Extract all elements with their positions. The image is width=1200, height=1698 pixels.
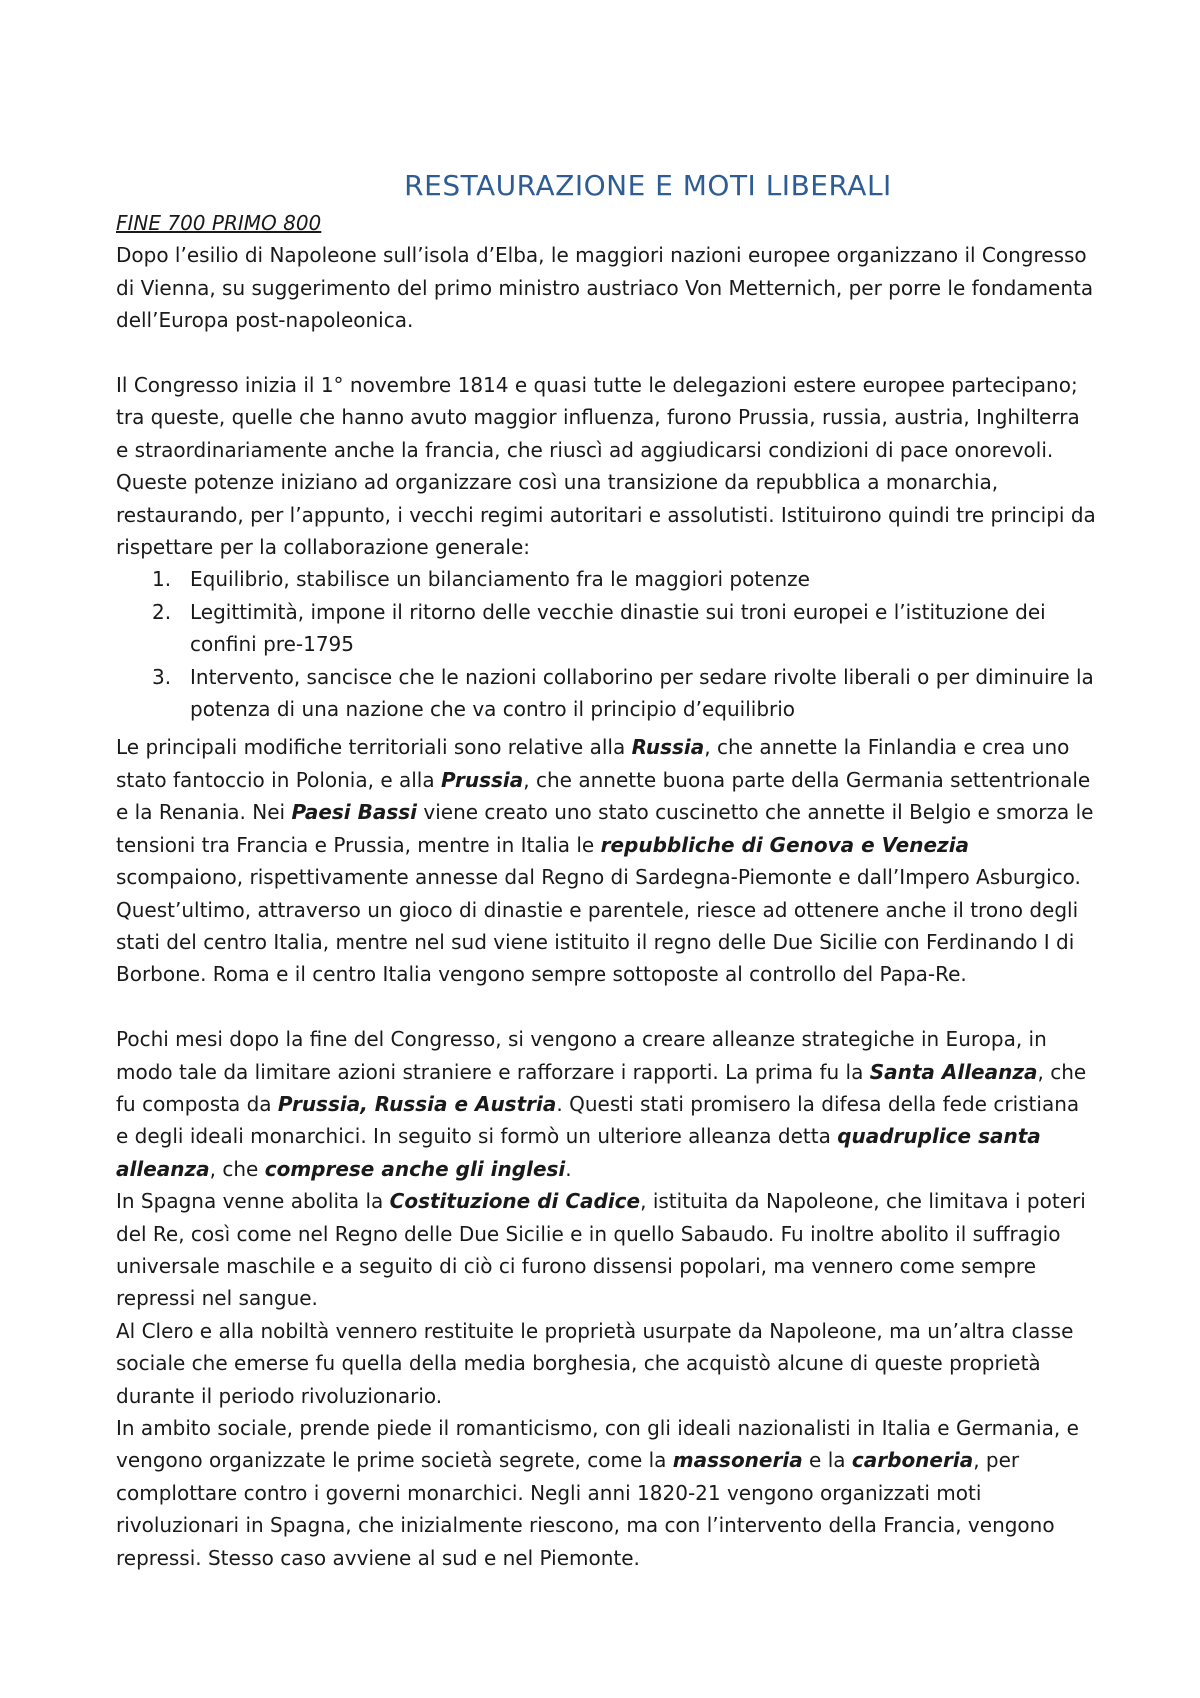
territorial-changes-paragraph	[116, 731, 1096, 990]
text-run: .	[565, 1156, 572, 1181]
congress-paragraph: Il Congresso inizia il 1° novembre 1814 e quasi tutte le delegazioni estere europee partecipano; tra queste, quelle che hanno avuto maggior influenza, furono Prussia, russia, austria, Inghilterra e straordinariamente anche la francia, che riuscì ad aggiudicarsi condizioni di pace onorevoli. Queste potenze iniziano ad organizzare così una transizione da repubblica a monarchia, restaurando, per l’appunto, i vecchi regimi autoritari e assolutisti. Istituirono quindi tre principi da rispettare per la collaborazione generale:	[116, 373, 1096, 560]
text-run: viene creato uno stato cuscinetto che annette il Belgio e smorza le tensioni tra Francia e Prussia, mentre in Italia le	[116, 800, 1094, 857]
text-run: , che annette buona parte della Germania settentrionale e la Renania. Nei	[116, 767, 1091, 825]
list-item-text: Legittimità, impone il ritorno delle vecchie dinastie sui troni europei e l’istituzione dei confini pre-1795	[190, 599, 1046, 657]
emphasis-massoneria: massoneria	[672, 1448, 803, 1473]
list-item-text: Equilibrio, stabilisce un bilanciamento fra le maggiori potenze	[190, 567, 810, 592]
emphasis-carboneria: carboneria	[851, 1448, 974, 1473]
text-run: , che annette la Finlandia e crea uno stato fantoccio in Polonia, e alla	[116, 735, 1070, 792]
emphasis-paesi-bassi: Paesi Bassi	[291, 800, 418, 825]
spain-paragraph	[116, 1185, 1096, 1315]
list-number: 2.	[152, 599, 172, 624]
text-run: Le principali modifiche territoriali sono relative alla	[116, 735, 632, 760]
text-run: e la	[802, 1448, 852, 1473]
text-run: , che	[209, 1156, 265, 1181]
emphasis-prussia: Prussia	[440, 767, 524, 792]
principles-list	[116, 563, 1096, 725]
emphasis-members: Prussia, Russia e Austria	[277, 1091, 557, 1116]
text-run: Pochi mesi dopo la fine del Congresso, si vengono a creare alleanze strategiche in Europa, in modo tale da limitare azioni straniere e rafforzare i rapporti. La prima fu la	[116, 1027, 1047, 1084]
document-body	[116, 207, 1096, 1574]
alliances-paragraph	[116, 1023, 1096, 1185]
text-run: In ambito sociale, prende piede il romanticismo, con gli ideali nazionalisti in Italia e Germania, e vengono organizzate le prime società segrete, come la	[116, 1416, 1079, 1473]
list-item	[116, 596, 1096, 661]
list-item-text: Intervento, sancisce che le nazioni collaborino per sedare rivolte liberali o per diminuire la potenza di una nazione che va contro il principio d’equilibrio	[190, 664, 1094, 722]
text-run: , per complottare contro i governi monarchici. Negli anni 1820-21 vengono organizzati moti rivoluzionari in Spagna, che inizialmente riescono, ma con l’intervento della Francia, vengono repressi. Stesso caso avviene al sud e nel Piemonte.	[116, 1448, 1055, 1570]
text-run: scompaiono, rispettivamente annesse dal Regno di Sardegna-Piemonte e dall’Impero Asburgico. Quest’ultimo, attraverso un gioco di dinastie e parentele, riesce ad ottenere anche il trono degli stati del centro Italia, mentre nel sud viene istituito il regno delle Due Sicilie con Ferdinando I di Borbone. Roma e il centro Italia vengono sempre sottoposte al controllo del Papa-Re.	[116, 865, 1081, 987]
text-run: In Spagna venne abolita la	[116, 1189, 390, 1214]
emphasis-cadice: Costituzione di Cadice	[389, 1189, 641, 1214]
document-title: RESTAURAZIONE E MOTI LIBERALI	[404, 169, 892, 202]
clergy-paragraph: Al Clero e alla nobiltà vennero restituite le proprietà usurpate da Napoleone, ma un’altra classe sociale che emerse fu quella della media borghesia, che acquistò alcune di queste proprietà durante il periodo rivoluzionario.	[116, 1318, 1074, 1408]
list-item	[116, 661, 1096, 726]
blank-line	[116, 991, 1096, 1023]
emphasis-quadruplice: quadruplice santa alleanza	[116, 1124, 1041, 1181]
text-run: , che fu composta da	[116, 1059, 1087, 1116]
text-run: , istituita da Napoleone, che limitava i poteri del Re, così come nel Regno delle Due Sicilie e in quello Sabaudo. Fu inoltre abolito il suffragio universale maschile e a seguito di ciò ci furono dissensi popolari, ma vennero come sempre repressi nel sangue.	[116, 1189, 1086, 1311]
list-item	[116, 563, 1096, 595]
emphasis-russia: Russia	[631, 735, 705, 760]
section-heading: FINE 700 PRIMO 800	[116, 211, 322, 235]
emphasis-inglesi: comprese anche gli inglesi	[264, 1156, 566, 1181]
list-number: 3.	[152, 664, 172, 689]
romanticism-paragraph	[116, 1412, 1096, 1574]
blank-line	[116, 337, 1096, 369]
emphasis-santa-alleanza: Santa Alleanza	[869, 1059, 1038, 1084]
list-number: 1.	[152, 567, 172, 592]
intro-paragraph: Dopo l’esilio di Napoleone sull’isola d’Elba, le maggiori nazioni europee organizzano il Congresso di Vienna, su suggerimento del primo ministro austriaco Von Metternich, per porre le fondamenta dell’Europa post-napoleonica.	[116, 243, 1094, 333]
emphasis-repubbliche: repubbliche di Genova e Venezia	[600, 832, 970, 857]
text-run: . Questi stati promisero la difesa della fede cristiana e degli ideali monarchici. In seguito si formò un ulteriore alleanza detta	[116, 1091, 1080, 1149]
